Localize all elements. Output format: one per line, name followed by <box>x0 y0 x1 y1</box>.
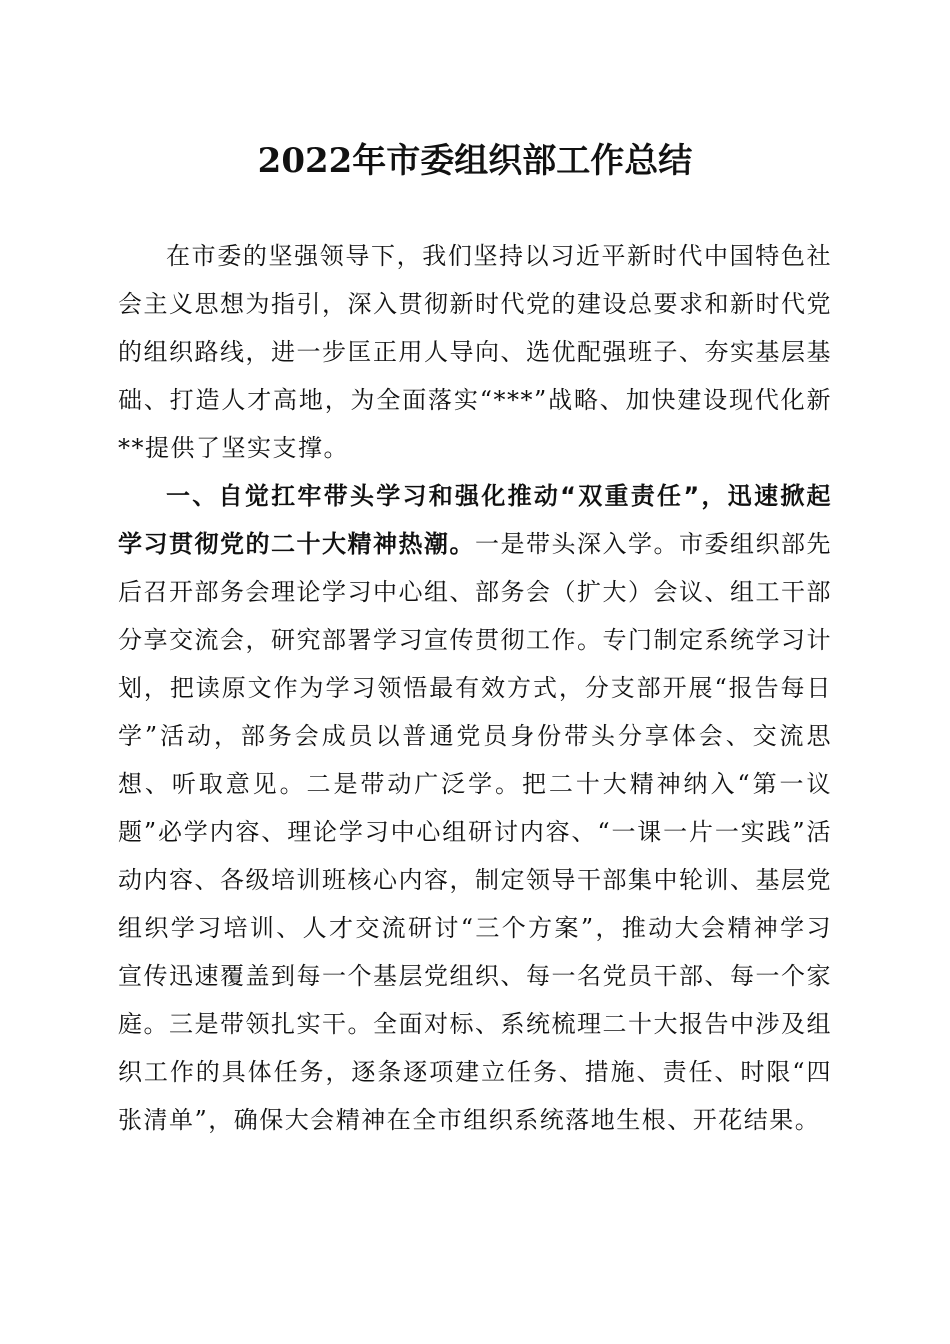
section-one-text: 一是带头深入学。市委组织部先后召开部务会理论学习中心组、部务会（扩大）会议、组工干部分享交流会，研究部署学习宣传贯彻工作。专门制定系统学习计划，把读原文作为学习领悟最有效方式，分支部开展“报告每日学”活动，部务会成员以普通党员身份带头分享体会、交流思想、听取意见。二是带动广泛学。把二十大精神纳入“第一议题”必学内容、理论学习中心组研讨内容、“一课一片一实践”活动内容、各级培训班核心内容，制定领导干部集中轮训、基层党组织学习培训、人才交流研讨“三个方案”，推动大会精神学习宣传迅速覆盖到每一个基层党组织、每一名党员干部、每一个家庭。三是带领扎实干。全面对标、系统梳理二十大报告中涉及组织工作的具体任务，逐条逐项建立任务、措施、责任、时限“四张清单”，确保大会精神在全市组织系统落地生根、开花结果。 <box>118 530 832 1134</box>
document-body <box>118 232 832 1144</box>
intro-paragraph: 在市委的坚强领导下，我们坚持以习近平新时代中国特色社会主义思想为指引，深入贯彻新时代党的建设总要求和新时代党的组织路线，进一步匡正用人导向、选优配强班子、夯实基层基础、打造人才高地，为全面落实“***”战略、加快建设现代化新**提供了坚实支撑。 <box>118 242 832 462</box>
section-one-heading: 一、自觉扛牢带头学习和强化推动“双重责任”，迅速掀起学习贯彻党的二十大精神热潮。 <box>118 482 832 558</box>
document-title: 2022年市委组织部工作总结 <box>257 141 693 181</box>
section-one-paragraph <box>118 472 832 1144</box>
